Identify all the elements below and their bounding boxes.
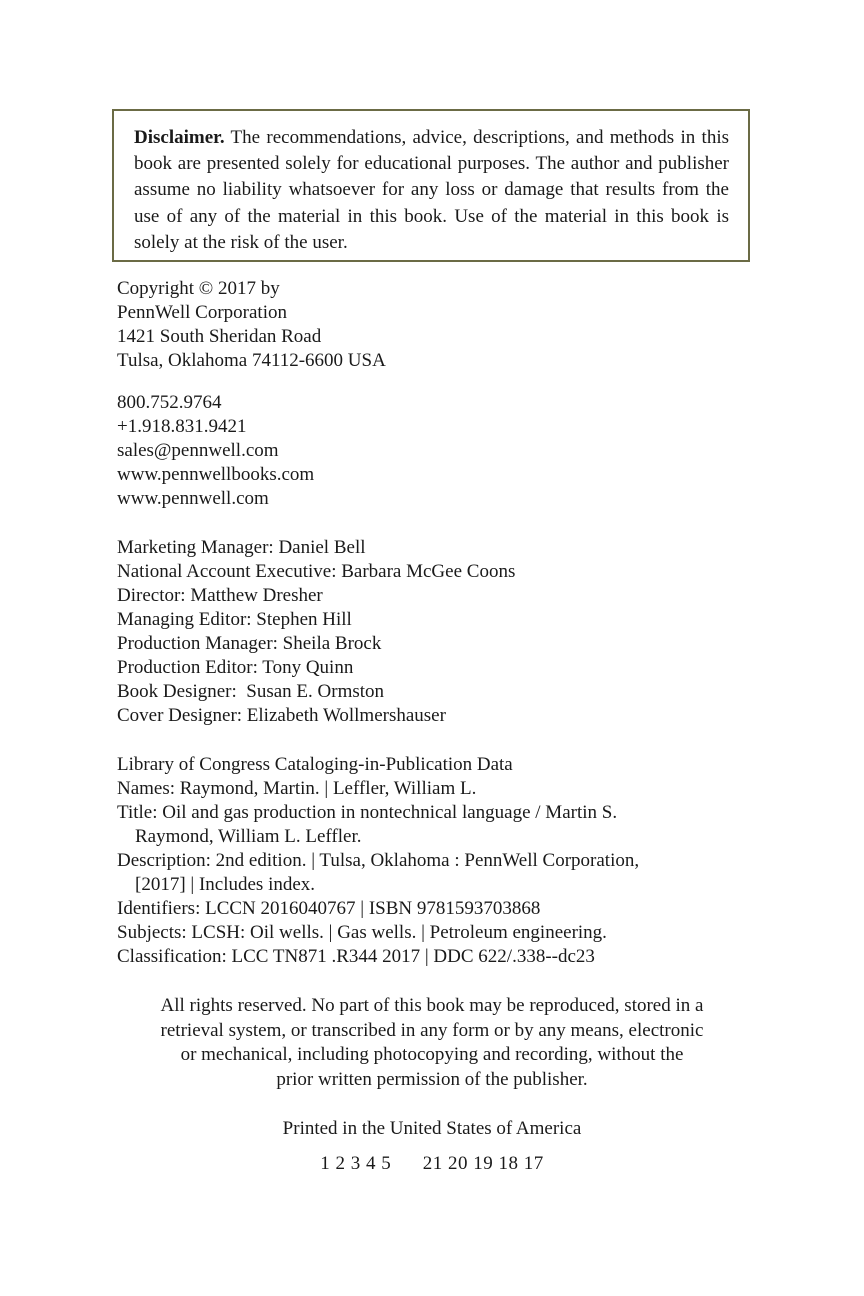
copyright-block [117,277,386,373]
cip-identifiers: Identifiers: LCCN 2016040767 | ISBN 9781593703868 [117,898,541,919]
staff-marketing-manager: Marketing Manager: Daniel Bell [117,537,366,558]
rights-line: or mechanical, including photocopying and recording, without the [180,1044,684,1065]
publisher-street: 1421 South Sheridan Road [117,326,322,347]
cip-heading: Library of Congress Cataloging-in-Publication Data [117,754,513,775]
cip-description-continued: [2017] | Includes index. [135,874,316,895]
cip-names: Names: Raymond, Martin. | Leffler, William L. [117,778,477,799]
disclaimer-box [112,109,750,262]
publisher-name: PennWell Corporation [117,302,287,323]
rights-line: prior written permission of the publisher. [276,1068,588,1090]
email-address: sales@pennwell.com [117,440,279,461]
cip-classification: Classification: LCC TN871 .R344 2017 | DDC 622/.338--dc23 [117,946,595,967]
staff-director: Director: Matthew Dresher [117,585,323,606]
staff-production-manager: Production Manager: Sheila Brock [117,633,382,654]
disclaimer-label: Disclaimer. [134,127,225,148]
phone-international: +1.918.831.9421 [117,416,247,437]
cip-subjects: Subjects: LCSH: Oil wells. | Gas wells. | Petroleum engineering. [117,922,607,943]
disclaimer-paragraph [134,125,729,256]
website-books: www.pennwellbooks.com [117,464,315,485]
staff-production-editor: Production Editor: Tony Quinn [117,657,354,678]
cip-description: Description: 2nd edition. | Tulsa, Oklahoma : PennWell Corporation, [117,850,640,871]
staff-book-designer: Book Designer: Susan E. Ormston [117,681,385,702]
copyright-line: Copyright © 2017 by [117,278,280,299]
staff-account-executive: National Account Executive: Barbara McGee Coons [117,561,516,582]
cip-data-block [117,753,639,969]
publisher-city: Tulsa, Oklahoma 74112-6600 USA [117,350,386,371]
website-main: www.pennwell.com [117,488,269,509]
rights-line: retrieval system, or transcribed in any form or by any means, electronic [160,1019,704,1041]
cip-title-continued: Raymond, William L. Leffler. [135,826,362,847]
cip-title: Title: Oil and gas production in nontechnical language / Martin S. [117,802,618,823]
phone-tollfree: 800.752.9764 [117,392,222,413]
printed-in-statement: Printed in the United States of America [282,1118,582,1139]
disclaimer-body: The recommendations, advice, descriptions, and methods in this book are presented solely for educational purposes. The author and publisher assume no liability whatsoever for any loss or damage that results from the use of any of the material in this book. Use of the material in this book is solely at the risk of the user. [134,127,729,253]
rights-statement [112,994,752,1092]
rights-line: All rights reserved. No part of this book may be reproduced, stored in a [160,995,704,1016]
printing-number-line: 1 2 3 4 5 21 20 19 18 17 [320,1153,544,1174]
contact-block [117,391,314,511]
staff-managing-editor: Managing Editor: Stephen Hill [117,609,352,630]
staff-credits [117,536,515,728]
staff-cover-designer: Cover Designer: Elizabeth Wollmershauser [117,705,446,726]
